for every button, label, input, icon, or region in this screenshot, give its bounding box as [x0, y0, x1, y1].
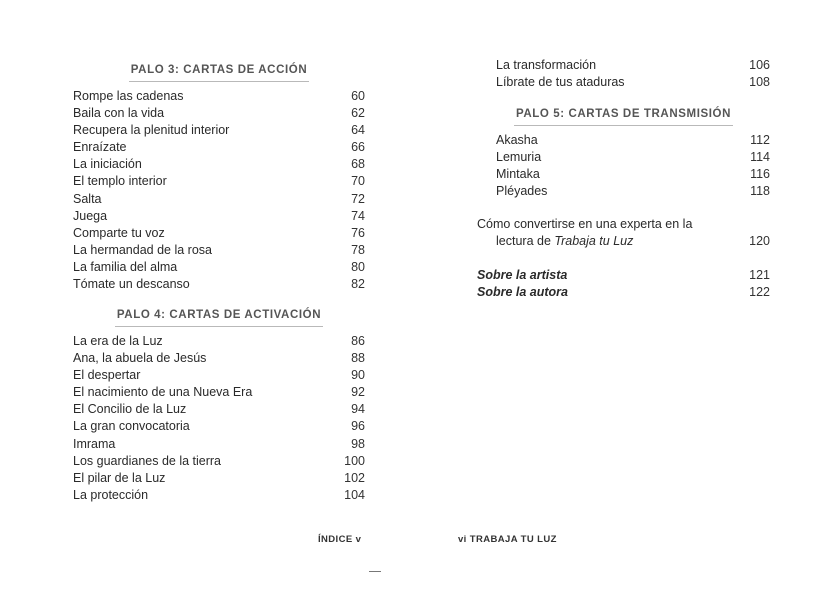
toc-entry	[73, 384, 365, 401]
toc-entry-title: La familia del alma	[73, 259, 178, 274]
toc-entry-title: Ana, la abuela de Jesús	[73, 351, 207, 366]
toc-entry-title: Sobre la artista	[477, 268, 568, 282]
toc-entry-title: Rompe las cadenas	[73, 89, 184, 103]
toc-entry-title: Líbrate de tus ataduras	[496, 75, 625, 90]
toc-entry-page: 80	[351, 259, 365, 274]
toc-entry-page: 100	[344, 453, 365, 468]
toc-entry-page: 66	[351, 140, 365, 155]
palo5-entries	[477, 132, 770, 200]
toc-entry-page: 108	[749, 75, 770, 90]
guide-page: 120	[749, 234, 770, 249]
toc-entry-title: El Concilio de la Luz	[73, 402, 187, 417]
toc-entry	[73, 333, 365, 350]
toc-entry-page: 96	[351, 419, 365, 434]
toc-entry-title: Akasha	[496, 133, 538, 147]
toc-entry	[73, 225, 365, 242]
guide-section	[477, 216, 770, 250]
toc-entry-title: La hermandad de la rosa	[73, 242, 212, 257]
toc-entry-page: 114	[750, 150, 770, 165]
palo5-heading: PALO 5: CARTAS DE TRANSMISIÓN	[477, 106, 770, 126]
toc-entry-page: 112	[750, 133, 770, 147]
toc-entry-page: 86	[351, 334, 365, 348]
toc-entry-page: 116	[750, 167, 770, 182]
toc-entry-title: Juega	[73, 208, 108, 223]
palo4-heading: PALO 4: CARTAS DE ACTIVACIÓN	[73, 307, 365, 327]
continued-section	[477, 57, 770, 91]
toc-entry-title: La era de la Luz	[73, 334, 163, 348]
continued-entries	[477, 57, 770, 91]
palo4-entries	[73, 333, 365, 504]
toc-entry	[496, 149, 770, 166]
toc-entry-page: 118	[750, 184, 770, 199]
toc-entry-title: Salta	[73, 191, 102, 206]
toc-entry-title: Baila con la vida	[73, 106, 165, 121]
toc-entry-title: La protección	[73, 487, 149, 502]
toc-entry-title: La gran convocatoria	[73, 419, 190, 434]
toc-entry	[73, 276, 365, 293]
toc-entry-title: El templo interior	[73, 174, 167, 189]
toc-entry-title: La iniciación	[73, 157, 142, 172]
toc-entry-title: Enraízate	[73, 140, 127, 155]
toc-entry	[496, 166, 770, 183]
toc-entry-page: 121	[749, 268, 770, 282]
right-footer: vi TRABAJA TU LUZ	[458, 534, 557, 545]
toc-entry-title: El despertar	[73, 368, 141, 383]
toc-entry	[73, 453, 365, 470]
toc-entry	[73, 242, 365, 259]
toc-entry-page: 64	[351, 123, 365, 138]
toc-entry	[73, 436, 365, 453]
toc-entry-title: Sobre la autora	[477, 285, 568, 300]
toc-entry-title: Mintaka	[496, 167, 540, 182]
palo3-entries	[73, 88, 365, 293]
toc-entry	[73, 487, 365, 504]
toc-entry-page: 90	[351, 368, 365, 383]
toc-entry	[73, 350, 365, 367]
toc-entry	[73, 173, 365, 190]
right-page	[417, 0, 834, 602]
toc-entry-page: 74	[351, 208, 365, 223]
toc-entry-page: 92	[351, 385, 365, 400]
toc-entry-title: Pléyades	[496, 184, 548, 199]
toc-entry	[496, 183, 770, 200]
guide-entry-line2	[477, 233, 770, 250]
toc-entry	[496, 132, 770, 149]
toc-entry-page: 78	[351, 242, 365, 257]
toc-entry-page: 70	[351, 174, 365, 189]
toc-entry-title: Comparte tu voz	[73, 225, 165, 240]
toc-entry-page: 60	[351, 89, 365, 103]
toc-entry-page: 122	[749, 285, 770, 300]
palo3-section	[73, 62, 365, 293]
toc-entry-page: 106	[749, 58, 770, 72]
about-entries	[477, 267, 770, 301]
toc-entry	[477, 267, 770, 284]
palo4-section	[73, 307, 365, 504]
toc-entry	[73, 367, 365, 384]
toc-entry-title: El nacimiento de una Nueva Era	[73, 385, 253, 400]
toc-entry	[73, 470, 365, 487]
toc-entry-page: 76	[351, 225, 365, 240]
toc-entry	[73, 418, 365, 435]
toc-entry-page: 98	[351, 436, 365, 451]
toc-entry	[73, 88, 365, 105]
guide-title-line1: Cómo convertirse en una experta en la	[477, 217, 693, 231]
toc-entry-title: Recupera la plenitud interior	[73, 123, 230, 138]
toc-entry-page: 68	[351, 157, 365, 172]
toc-entry	[73, 259, 365, 276]
page-divider-mark	[369, 571, 381, 572]
toc-entry	[73, 139, 365, 156]
toc-entry-title: Los guardianes de la tierra	[73, 453, 222, 468]
toc-entry	[73, 191, 365, 208]
left-footer: ÍNDICE v	[318, 534, 362, 545]
toc-entry-page: 94	[351, 402, 365, 417]
guide-entry-line1	[477, 216, 770, 233]
toc-entry	[73, 122, 365, 139]
toc-entry	[73, 156, 365, 173]
palo3-heading: PALO 3: CARTAS DE ACCIÓN	[73, 62, 365, 82]
toc-entry-title: Tómate un descanso	[73, 277, 190, 292]
toc-entry-page: 88	[351, 351, 365, 366]
toc-entry	[496, 57, 770, 74]
book-title: Trabaja tu Luz	[554, 234, 634, 249]
toc-entry-page: 72	[351, 191, 365, 206]
toc-entry-title: El pilar de la Luz	[73, 470, 166, 485]
toc-entry	[73, 105, 365, 122]
toc-entry-page: 62	[351, 106, 365, 121]
toc-entry	[496, 74, 770, 91]
toc-entry-page: 104	[344, 487, 365, 502]
toc-entry-page: 82	[351, 277, 365, 292]
toc-entry-title: La transformación	[496, 58, 597, 72]
toc-entry	[73, 401, 365, 418]
toc-entry-title: Imrama	[73, 436, 116, 451]
toc-entry-title: Lemuria	[496, 150, 542, 165]
toc-entry	[73, 208, 365, 225]
guide-title-line2: lectura de Trabaja tu Luz	[496, 234, 634, 249]
toc-entry	[477, 284, 770, 301]
toc-entry-page: 102	[344, 470, 365, 485]
about-section	[477, 267, 770, 301]
palo5-section	[477, 106, 770, 200]
